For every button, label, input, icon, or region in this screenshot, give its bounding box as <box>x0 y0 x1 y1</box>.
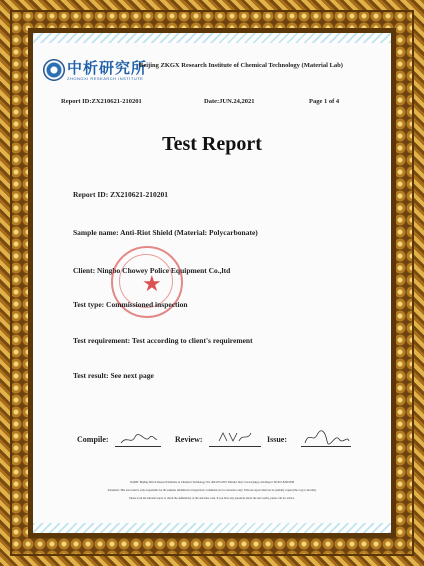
field-test-result: Test result: See next page <box>73 371 154 380</box>
institute-name: Beijing ZKGX Research Institute of Chemical Technology (Material Lab) <box>139 62 343 69</box>
field-test-type: Test type: Commissioned inspection <box>73 300 188 309</box>
footer-statement-line: Statement: This test result is only responsible for the samples submitted for inspection; Comments are for reference only; This test report shall not be partially copied (the copy is invalid). <box>107 489 317 492</box>
institute-chinese-subtitle: ZHONGXI RESEARCH INSTITUTE <box>67 76 144 81</box>
review-signature <box>217 429 257 445</box>
review-label: Review: <box>175 435 203 444</box>
report-paper <box>33 33 391 533</box>
field-client: Client: Ningbo Chowey Police Equipment Co.,ltd <box>73 266 231 275</box>
star-icon: ★ <box>142 271 162 296</box>
institute-chinese-name: 中析研究所 <box>67 59 148 77</box>
meta-report-id: Report ID:ZX210621-210201 <box>61 98 142 105</box>
meta-page: Page 1 of 4 <box>309 98 340 105</box>
bottom-wave-border <box>33 523 391 533</box>
issue-line <box>301 446 351 447</box>
compile-label: Compile: <box>77 435 109 444</box>
issue-signature <box>303 429 351 447</box>
top-wave-border <box>33 33 391 43</box>
meta-date: Date:JUN.24,2021 <box>204 98 255 105</box>
compile-signature <box>119 433 159 447</box>
issue-label: Issue: <box>267 435 288 444</box>
field-sample-name: Sample name: Anti-Riot Shield (Material: Polycarbonate) <box>73 228 258 237</box>
report-meta-row <box>41 98 381 108</box>
review-line <box>209 446 261 447</box>
footer-contact-line: NAME: Beijing ZKGX Research Institute of Chemical Technology Tel: 400-635-0567 Website: http://www.bjzkyq.com Report Tel:010-82491398 <box>129 481 295 484</box>
footer-authenticity-line: Please scan the national report to check the authenticity of the anti-fake code. If you have any questions about the test results, please call for advice. <box>129 497 295 500</box>
signature-row <box>77 435 377 455</box>
field-report-id: Report ID: ZX210621-210201 <box>73 190 168 199</box>
report-header <box>41 55 385 95</box>
report-title: Test Report <box>162 133 262 155</box>
institute-logo-icon <box>43 59 65 81</box>
compile-line <box>115 446 161 447</box>
field-test-requirement: Test requirement: Test according to client's requirement <box>73 336 253 345</box>
